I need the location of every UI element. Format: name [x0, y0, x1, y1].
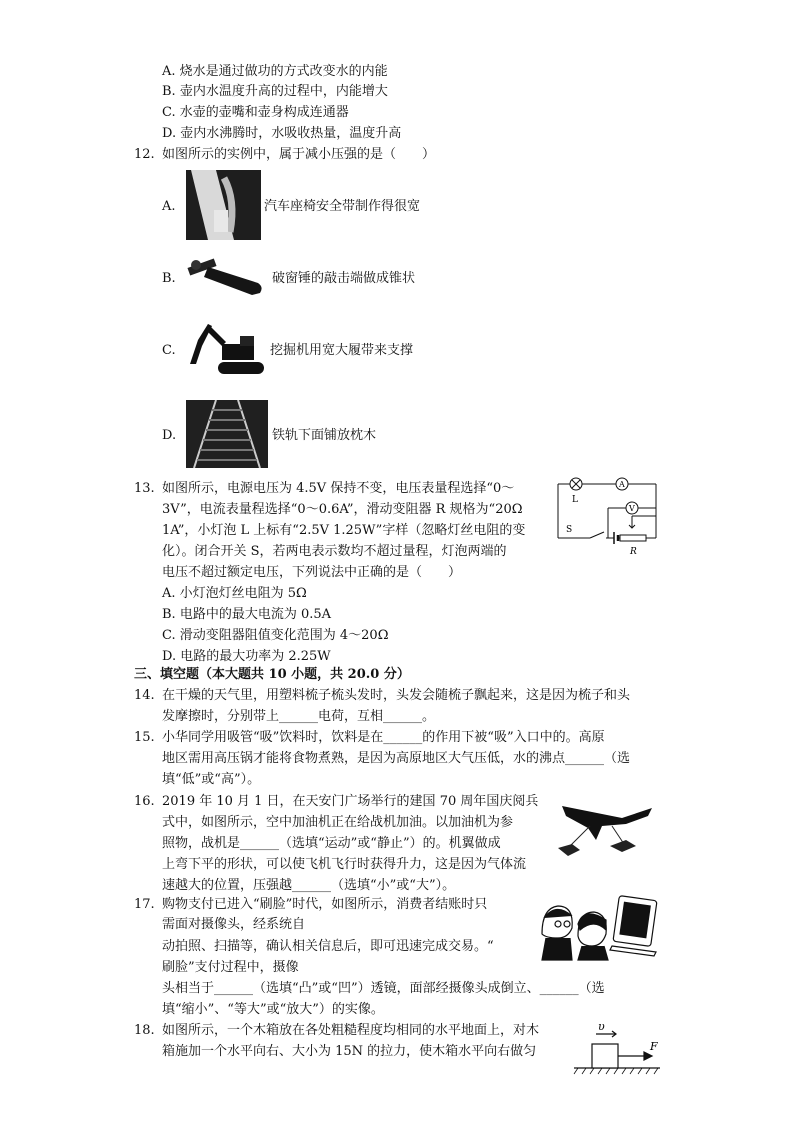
voltmeter-label: V — [629, 504, 635, 513]
q17-line-4: 刷脸”支付过程中，摄像 — [162, 960, 299, 975]
q14-line-2: 发摩擦时，分别带上______电荷，互相______。 — [162, 709, 436, 724]
q11-option-a: A. 烧水是通过做功的方式改变水的内能 — [162, 64, 388, 79]
q12-option-a-text: 汽车座椅安全带制作得很宽 — [264, 199, 421, 214]
q15-line-2: 地区需用高压锅才能将食物煮熟，是因为高原地区大气压低，水的沸点______（选 — [162, 751, 631, 766]
q16-line-1: 2019 年 10 月 1 日，在天安门广场举行的建国 70 周年国庆阅兵 — [162, 794, 539, 809]
q12-option-b-text: 破窗锤的敲击端做成锥状 — [272, 271, 416, 286]
section-title: 三、填空题（本大题共 10 小题，共 20.0 分） — [134, 667, 410, 682]
q13-number: 13. — [134, 481, 155, 496]
q13-line-4: 化）。闭合开关 S，若两电表示数均不超过量程，灯泡两端的 — [162, 544, 507, 559]
q16-line-4: 上弯下平的形状，可以使飞机飞行时获得升力，这是因为气体流 — [162, 857, 527, 872]
q15-line-1: 小华同学用吸管“吸”饮料时，饮料是在______的作用下被“吸”入口中的。高原 — [162, 730, 605, 745]
q12-stem: 如图所示的实例中，属于减小压强的是（ ） — [162, 147, 436, 162]
q14-line-1: 在干燥的天气里，用塑料梳子梳头发时，头发会随梳子飘起来，这是因为梳子和头 — [162, 688, 631, 703]
q14-number: 14. — [134, 688, 155, 703]
q16-line-2: 式中，如图所示，空中加油机正在给战机加油。以加油机为参 — [162, 815, 514, 830]
window-hammer-photo — [186, 253, 268, 298]
q17-line-1: 购物支付已进入“刷脸”时代，如图所示，消费者结账时只 — [162, 897, 488, 912]
q16-line-3: 照物，战机是______（选填“运动”或“静止”）的。机翼做成 — [162, 836, 501, 851]
lamp-label: L — [572, 495, 578, 505]
q13-option-a: A. 小灯泡灯丝电阻为 5Ω — [162, 586, 307, 601]
wooden-box-figure — [572, 1018, 662, 1076]
force-label: F — [650, 1040, 658, 1053]
q18-line-2: 箱施加一个水平向右、大小为 15N 的拉力，使木箱水平向右做匀 — [162, 1044, 537, 1059]
ammeter-label: A — [619, 480, 625, 489]
q13-line-5: 电压不超过额定电压，下列说法中正确的是（ ） — [162, 565, 462, 580]
seatbelt-photo — [186, 170, 261, 240]
q15-number: 15. — [134, 730, 155, 745]
q18-number: 18. — [134, 1023, 155, 1038]
q18-line-1: 如图所示，一个木箱放在各处粗糙程度均相同的水平地面上，对木 — [162, 1023, 540, 1038]
q11-option-d: D. 壶内水沸腾时，水吸收热量，温度升高 — [162, 126, 402, 141]
q12-option-d-text: 铁轨下面铺放枕木 — [272, 428, 377, 443]
railway-photo — [186, 400, 268, 468]
q12-number: 12. — [134, 147, 155, 162]
q17-number: 17. — [134, 897, 155, 912]
q16-number: 16. — [134, 794, 155, 809]
q12-option-c-text: 挖掘机用宽大履带来支撑 — [270, 343, 414, 358]
q12-option-c-letter: C. — [162, 343, 176, 358]
q17-line-2: 需面对摄像头，经系统自 — [162, 917, 306, 932]
q17-line-5: 头相当于______（选填“凸”或“凹”）透镜，面部经摄像头成倒立、______（选 — [162, 981, 605, 996]
refueling-aircraft-photo — [552, 786, 660, 866]
q13-line-3: 1A”，小灯泡 L 上标有“2.5V 1.25W”字样（忽略灯丝电阻的变 — [162, 523, 526, 538]
q13-line-1: 如图所示，电源电压为 4.5V 保持不变，电压表量程选择“0～ — [162, 481, 515, 496]
q15-line-3: 填“低”或“高”）。 — [162, 772, 261, 787]
q17-line-6: 填“缩小”、“等大”或“放大”）的实像。 — [162, 1002, 384, 1017]
excavator-photo — [186, 320, 268, 380]
q13-option-b: B. 电路中的最大电流为 0.5A — [162, 607, 332, 622]
q13-option-d: D. 电路的最大功率为 2.25W — [162, 649, 331, 664]
q16-line-5: 速越大的位置，压强越______（选填“小”或“大”）。 — [162, 878, 456, 893]
rheostat-label: R — [630, 547, 637, 556]
q12-option-a-letter: A. — [162, 199, 176, 214]
switch-label: S — [566, 525, 573, 535]
q11-option-c: C. 水壶的壶嘴和壶身构成连通器 — [162, 105, 349, 120]
circuit-diagram — [550, 472, 662, 556]
q11-option-b: B. 壶内水温度升高的过程中，内能增大 — [162, 84, 388, 99]
velocity-label: υ — [598, 1020, 605, 1033]
q12-option-b-letter: B. — [162, 271, 176, 286]
q13-option-c: C. 滑动变阻器阻值变化范围为 4～20Ω — [162, 628, 389, 643]
face-payment-illustration — [536, 894, 660, 962]
q13-line-2: 3V”，电流表量程选择“0～0.6A”，滑动变阻器 R 规格为“20Ω — [162, 502, 523, 517]
q17-line-3: 动拍照、扫描等，确认相关信息后，即可迅速完成交易。“ — [162, 939, 494, 954]
q12-option-d-letter: D. — [162, 428, 177, 443]
